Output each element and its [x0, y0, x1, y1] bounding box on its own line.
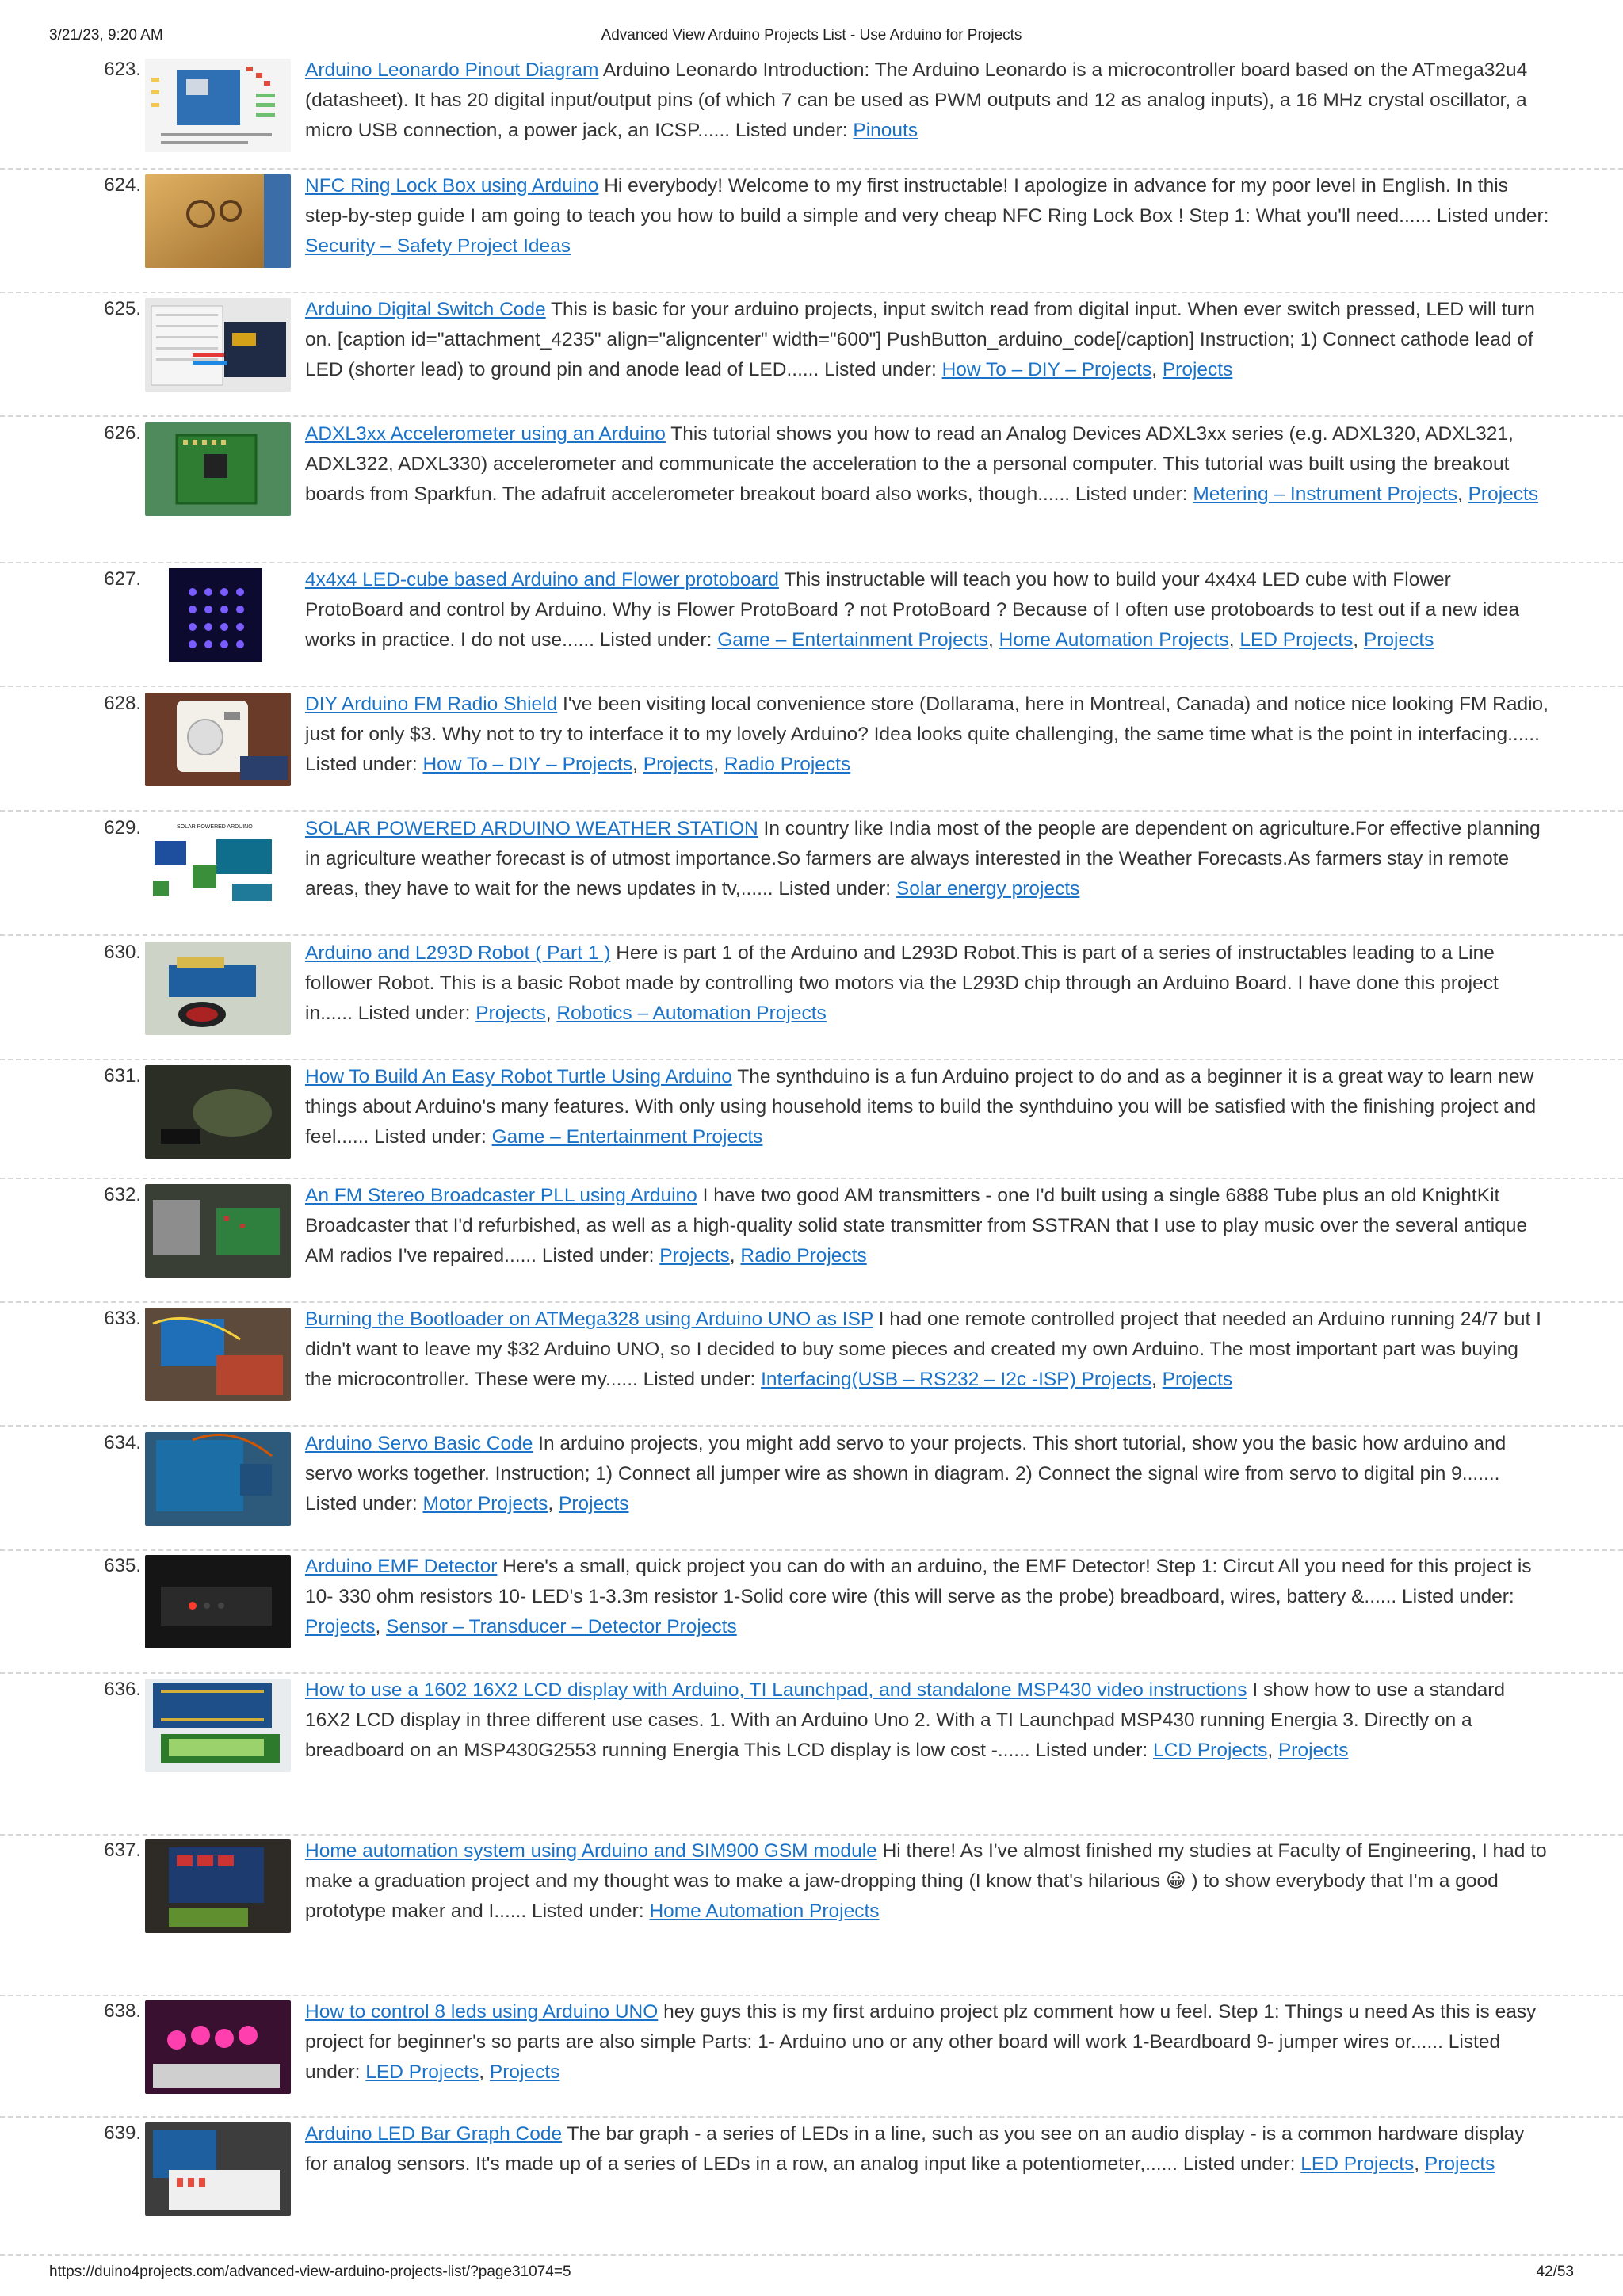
project-description: Here is part 1 of the Arduino and L293D Robot.This is part of a series of instructables leading to a Line follower Robot. This is a basic Robot made by controlling two motors via the L293D chip through an Arduino Board. I have done this project in......	[305, 942, 1499, 1024]
entry-number: 629.	[104, 817, 141, 839]
entry-number: 638.	[104, 2000, 141, 2022]
project-description: I've been visiting local convenience store (Dollarama, here in Montreal, Canada) and notice nice looking FM Radio, just for only $3. Why not to try to interface it to my lovely Arduino? Idea looks quite challenging, the same time what is the point in interfacing......	[305, 693, 1549, 745]
project-thumbnail[interactable]	[145, 1432, 291, 1526]
category-link[interactable]: Projects	[559, 1493, 629, 1515]
listed-under-label: Listed under:	[643, 1369, 762, 1390]
list-item	[0, 1181, 1623, 1303]
entry-number: 630.	[104, 942, 141, 963]
category-link[interactable]: Projects	[475, 1003, 546, 1024]
project-description: In arduino projects, you might add servo to your projects. This short tutorial, show you the basic how arduino and servo works together. Instruction; 1) Connect all jumper wire as shown in diagram. 2) Connect the signal wire from servo to digital pin 9.......	[305, 1433, 1507, 1484]
project-title-link[interactable]: Home automation system using Arduino and SIM900 GSM module	[305, 1840, 877, 1862]
list-item	[0, 1675, 1623, 1836]
category-separator: ,	[1353, 629, 1364, 651]
entry-number: 626.	[104, 422, 141, 444]
print-datetime: 3/21/23, 9:20 AM	[49, 27, 163, 44]
listed-under-label: Listed under:	[599, 629, 718, 651]
category-separator: ,	[713, 754, 724, 775]
listed-under-label: Listed under:	[305, 754, 423, 775]
project-description: The synthduino is a fun Arduino project to do and as a beginner it is a great way to learn new things about Arduino's many features. With only using household items to build the synthduino you will be satisfied with the finishing project and feel......	[305, 1066, 1537, 1148]
entry-number: 631.	[104, 1065, 141, 1087]
category-separator: ,	[729, 1245, 741, 1266]
category-link[interactable]: Projects	[305, 1616, 376, 1637]
listed-under-label: Listed under:	[374, 1126, 492, 1148]
project-thumbnail[interactable]	[145, 693, 291, 786]
category-separator: ,	[1267, 1740, 1278, 1761]
entry-number: 637.	[104, 1839, 141, 1861]
category-separator: ,	[1457, 483, 1468, 505]
print-url: https://duino4projects.com/advanced-view-arduino-projects-list/?page31074=5	[49, 2264, 571, 2280]
listed-under-label: Listed under:	[1182, 2153, 1301, 2175]
project-description: Hi there! As I've almost finished my studies at Faculty of Engineering, I had to make a graduation project and my thought was to make a jaw-dropping thing (I know that's hilarious 😀 ) to show everybody that I'm a good prototype maker and I......	[305, 1840, 1547, 1922]
category-link[interactable]: Radio Projects	[740, 1245, 867, 1266]
category-separator: ,	[1151, 359, 1163, 380]
list-item	[0, 938, 1623, 1060]
category-link[interactable]: Sensor – Transducer – Detector Projects	[386, 1616, 737, 1637]
category-link[interactable]: How To – DIY – Projects	[422, 754, 633, 775]
entry-text	[305, 1675, 1549, 1766]
category-link[interactable]: Projects	[1162, 1369, 1233, 1390]
project-title-link[interactable]: How to control 8 leds using Arduino UNO	[305, 2001, 659, 2023]
category-link[interactable]: Radio Projects	[724, 754, 851, 775]
category-link[interactable]: Projects	[1424, 2153, 1495, 2175]
category-link[interactable]: Projects	[1162, 359, 1233, 380]
listed-under-label: Listed under:	[531, 1901, 650, 1922]
category-link[interactable]: Robotics – Automation Projects	[556, 1003, 827, 1024]
entry-text	[305, 565, 1549, 655]
project-title-link[interactable]: NFC Ring Lock Box using Arduino	[305, 175, 599, 197]
project-thumbnail[interactable]	[145, 2000, 291, 2094]
category-link[interactable]: Projects	[1277, 1740, 1349, 1761]
category-separator: ,	[545, 1003, 557, 1024]
category-link[interactable]: Projects	[643, 754, 714, 775]
project-title-link[interactable]: Arduino LED Bar Graph Code	[305, 2123, 563, 2145]
project-title-link[interactable]: Arduino EMF Detector	[305, 1556, 498, 1577]
category-link[interactable]: How To – DIY – Projects	[941, 359, 1152, 380]
project-title-link[interactable]: Arduino and L293D Robot ( Part 1 )	[305, 942, 611, 964]
project-description: The bar graph - a series of LEDs in a line, such as you see on an audio display - is a common hardware display for analog sensors. It's made up of a series of LEDs in a row, an analog input like a potentiometer,......	[305, 2123, 1525, 2175]
project-description: In country like India most of the people are dependent on agriculture.For effective planning in agriculture weather forecast is of utmost importance.So farmers are always interested in the Weather Forecasts.As farmers stay in remote areas, they have to wait for the news updates in tv,......	[305, 818, 1541, 900]
category-link[interactable]: LED Projects	[365, 2061, 479, 2083]
listed-under-label: Listed under:	[1075, 483, 1193, 505]
entry-number: 636.	[104, 1679, 141, 1700]
listed-under-label: Listed under:	[824, 359, 942, 380]
project-title-link[interactable]: Burning the Bootloader on ATMega328 using Arduino UNO as ISP	[305, 1308, 873, 1330]
entry-text	[305, 1997, 1549, 2088]
category-link[interactable]: LCD Projects	[1153, 1740, 1268, 1761]
project-thumbnail[interactable]	[145, 817, 291, 911]
project-thumbnail[interactable]	[145, 1679, 291, 1772]
project-thumbnail[interactable]	[145, 1065, 291, 1159]
project-title-link[interactable]: How to use a 1602 16X2 LCD display with Arduino, TI Launchpad, and standalone MSP430 video instructions	[305, 1679, 1247, 1701]
project-title-link[interactable]: An FM Stereo Broadcaster PLL using Arduino	[305, 1185, 697, 1206]
list-item	[0, 1429, 1623, 1551]
project-thumbnail[interactable]	[145, 2122, 291, 2216]
project-thumbnail[interactable]	[145, 174, 291, 268]
entry-number: 635.	[104, 1555, 141, 1576]
entry-text	[305, 1836, 1549, 1927]
category-link[interactable]: Home Automation Projects	[999, 629, 1229, 651]
print-footer	[49, 2264, 1574, 2287]
list-item	[0, 1997, 1623, 2118]
project-title-link[interactable]: How To Build An Easy Robot Turtle Using Arduino	[305, 1066, 732, 1087]
listed-under-label: Listed under:	[305, 1493, 423, 1515]
category-link[interactable]: Game – Entertainment Projects	[717, 629, 989, 651]
category-link[interactable]: LED Projects	[1300, 2153, 1415, 2175]
entry-text	[305, 1552, 1549, 1642]
project-thumbnail[interactable]	[145, 298, 291, 392]
project-description: Arduino Leonardo Introduction: The Arduino Leonardo is a microcontroller board based on the ATmega32u4 (datasheet). It has 20 digital input/output pins (of which 7 can be used as PWM outputs and 12 as analog inputs), a 16 MHz crystal oscillator, a micro USB connection, a power jack, an ICSP......	[305, 59, 1528, 141]
list-item	[0, 55, 1623, 170]
project-thumbnail[interactable]	[145, 1308, 291, 1401]
project-thumbnail[interactable]	[145, 568, 291, 662]
list-item	[0, 419, 1623, 563]
entry-text	[305, 814, 1549, 904]
project-thumbnail[interactable]	[145, 59, 291, 152]
listed-under-label: Listed under:	[541, 1245, 660, 1266]
list-item	[0, 1062, 1623, 1179]
project-title-link[interactable]: 4x4x4 LED-cube based Arduino and Flower protoboard	[305, 569, 779, 590]
entry-text	[305, 419, 1549, 510]
project-thumbnail[interactable]	[145, 1555, 291, 1648]
listed-under-label: Listed under:	[1402, 1586, 1514, 1607]
project-title-link[interactable]: Arduino Servo Basic Code	[305, 1433, 533, 1454]
category-separator: ,	[1151, 1369, 1163, 1390]
project-description: This tutorial shows you how to read an Analog Devices ADXL3xx series (e.g. ADXL320, ADXL321, ADXL322, ADXL330) accelerometer and communicate the acceleration to the a personal computer. This tutorial was built using the breakout boards from Sparkfun. The adafruit accelerometer breakout board also works, though......	[305, 423, 1514, 505]
entry-number: 624.	[104, 174, 141, 196]
category-separator: ,	[632, 754, 643, 775]
list-item	[0, 1305, 1623, 1427]
project-thumbnail[interactable]	[145, 422, 291, 516]
project-title-link[interactable]: Arduino Leonardo Pinout Diagram	[305, 59, 599, 81]
category-link[interactable]: Security – Safety Project Ideas	[305, 235, 571, 257]
category-link[interactable]: Projects	[1363, 629, 1434, 651]
category-link[interactable]: Game – Entertainment Projects	[491, 1126, 763, 1148]
project-description: I show how to use a standard 16X2 LCD display in three different use cases. 1. With an Arduino Uno 2. With a TI Launchpad MSP430 running Energia 3. Directly on a breadboard on an MSP430G2553 running Energia This LCD display is low cost -......	[305, 1679, 1506, 1761]
entry-number: 634.	[104, 1432, 141, 1454]
list-item	[0, 295, 1623, 417]
project-description: I have two good AM transmitters - one I'd built using a single 6888 Tube plus an old KnightKit Broadcaster that I'd refurbished, as well as a high-quality solid state transmitter from SSTRAN that I use to play music over the several antique AM radios I've repaired......	[305, 1185, 1528, 1266]
category-separator: ,	[1414, 2153, 1425, 2175]
category-link[interactable]: Projects	[659, 1245, 730, 1266]
project-description: This instructable will teach you how to build your 4x4x4 LED cube with Flower ProtoBoard and control by Arduino. Why is Flower ProtoBoard ? not ProtoBoard ? Because of I often use protoboards to test out if a new idea works in practice. I do not use......	[305, 569, 1520, 651]
print-header	[49, 27, 1574, 51]
listed-under-label: Listed under:	[357, 1003, 476, 1024]
category-separator: ,	[479, 2061, 490, 2083]
category-link[interactable]: LED Projects	[1239, 629, 1354, 651]
category-separator: ,	[375, 1616, 387, 1637]
list-item	[0, 565, 1623, 687]
project-thumbnail[interactable]	[145, 1184, 291, 1278]
category-link[interactable]: Solar energy projects	[896, 878, 1080, 900]
print-page-title: Advanced View Arduino Projects List - Use Arduino for Projects	[601, 27, 1022, 44]
listed-under-label: Listed under:	[305, 2031, 1501, 2083]
category-link[interactable]: Projects	[1468, 483, 1539, 505]
category-link[interactable]: Home Automation Projects	[649, 1901, 880, 1922]
entry-text	[305, 1062, 1549, 1152]
category-link[interactable]: Motor Projects	[422, 1493, 548, 1515]
project-description: This is basic for your arduino projects, input switch read from digital input. When ever switch pressed, LED will turn on. [caption id="attachment_4235" align="aligncenter" width="600"] PushButton_arduino_code[/caption] Instruction; 1) Connect cathode lead of LED (shorter lead) to ground pin and anode lead of LED......	[305, 299, 1535, 380]
project-thumbnail[interactable]	[145, 1839, 291, 1933]
project-description: I had one remote controlled project that needed an Arduino running 24/7 but I didn't want to leave my $32 Arduino UNO, so I decided to buy some pieces and created my own Arduino. The most important part was buying the microcontroller. These were my......	[305, 1308, 1541, 1390]
list-item	[0, 690, 1623, 812]
entry-text	[305, 690, 1549, 780]
project-description: Here's a small, quick project you can do with an arduino, the EMF Detector! Step 1: Circut All you need for this project is 10- 330 ohm resistors 10- LED's 1-3.3m resistor 1-Solid core wire (this will serve as the probe) breadboard, wires, battery &......	[305, 1556, 1532, 1607]
category-link[interactable]: Projects	[489, 2061, 560, 2083]
entry-text	[305, 938, 1549, 1029]
entry-text	[305, 171, 1549, 262]
project-title-link[interactable]: DIY Arduino FM Radio Shield	[305, 693, 558, 715]
list-item	[0, 1836, 1623, 1996]
entry-number: 639.	[104, 2122, 141, 2144]
entry-text	[305, 2119, 1549, 2179]
listed-under-label: Listed under:	[735, 120, 854, 141]
category-link[interactable]: Metering – Instrument Projects	[1193, 483, 1457, 505]
project-thumbnail[interactable]	[145, 942, 291, 1035]
entry-text	[305, 1305, 1549, 1395]
listed-under-label: Listed under:	[1035, 1740, 1153, 1761]
svg-text:SOLAR POWERED ARDUINO: SOLAR POWERED ARDUINO	[177, 824, 253, 830]
project-title-link[interactable]: Arduino Digital Switch Code	[305, 299, 546, 320]
entry-number: 628.	[104, 693, 141, 714]
list-item	[0, 1552, 1623, 1674]
entry-number: 632.	[104, 1184, 141, 1205]
category-link[interactable]: Interfacing(USB – RS232 – I2c -ISP) Projects	[761, 1369, 1152, 1390]
category-separator: ,	[1228, 629, 1240, 651]
project-description: hey guys this is my first arduino project plz comment how u feel. Step 1: Things u need As this is easy project for beginner's so parts are also simple Parts: 1- Arduino uno or any other board will work 1-Beardboard 9- jumper wires or......	[305, 2001, 1537, 2053]
print-page-number: 42/53	[1536, 2264, 1574, 2280]
project-title-link[interactable]: SOLAR POWERED ARDUINO WEATHER STATION	[305, 818, 758, 839]
listed-under-label: Listed under:	[778, 878, 896, 900]
entry-text	[305, 1429, 1549, 1519]
list-item	[0, 2119, 1623, 2256]
list-item	[0, 814, 1623, 936]
list-item	[0, 171, 1623, 293]
category-link[interactable]: Pinouts	[853, 120, 918, 141]
entry-text	[305, 295, 1549, 385]
category-separator: ,	[988, 629, 999, 651]
entry-text	[305, 1181, 1549, 1271]
project-title-link[interactable]: ADXL3xx Accelerometer using an Arduino	[305, 423, 666, 445]
entry-number: 633.	[104, 1308, 141, 1329]
entry-number: 627.	[104, 568, 141, 590]
entry-number: 625.	[104, 298, 141, 319]
project-description: Hi everybody! Welcome to my first instructable! I apologize in advance for my poor level in English. In this step-by-step guide I am going to teach you how to build a simple and very cheap NFC Ring Lock Box ! Step 1: What you'll need...... Listed under:	[305, 175, 1549, 227]
entry-number: 623.	[104, 59, 141, 80]
category-separator: ,	[548, 1493, 559, 1515]
entry-text	[305, 55, 1549, 146]
